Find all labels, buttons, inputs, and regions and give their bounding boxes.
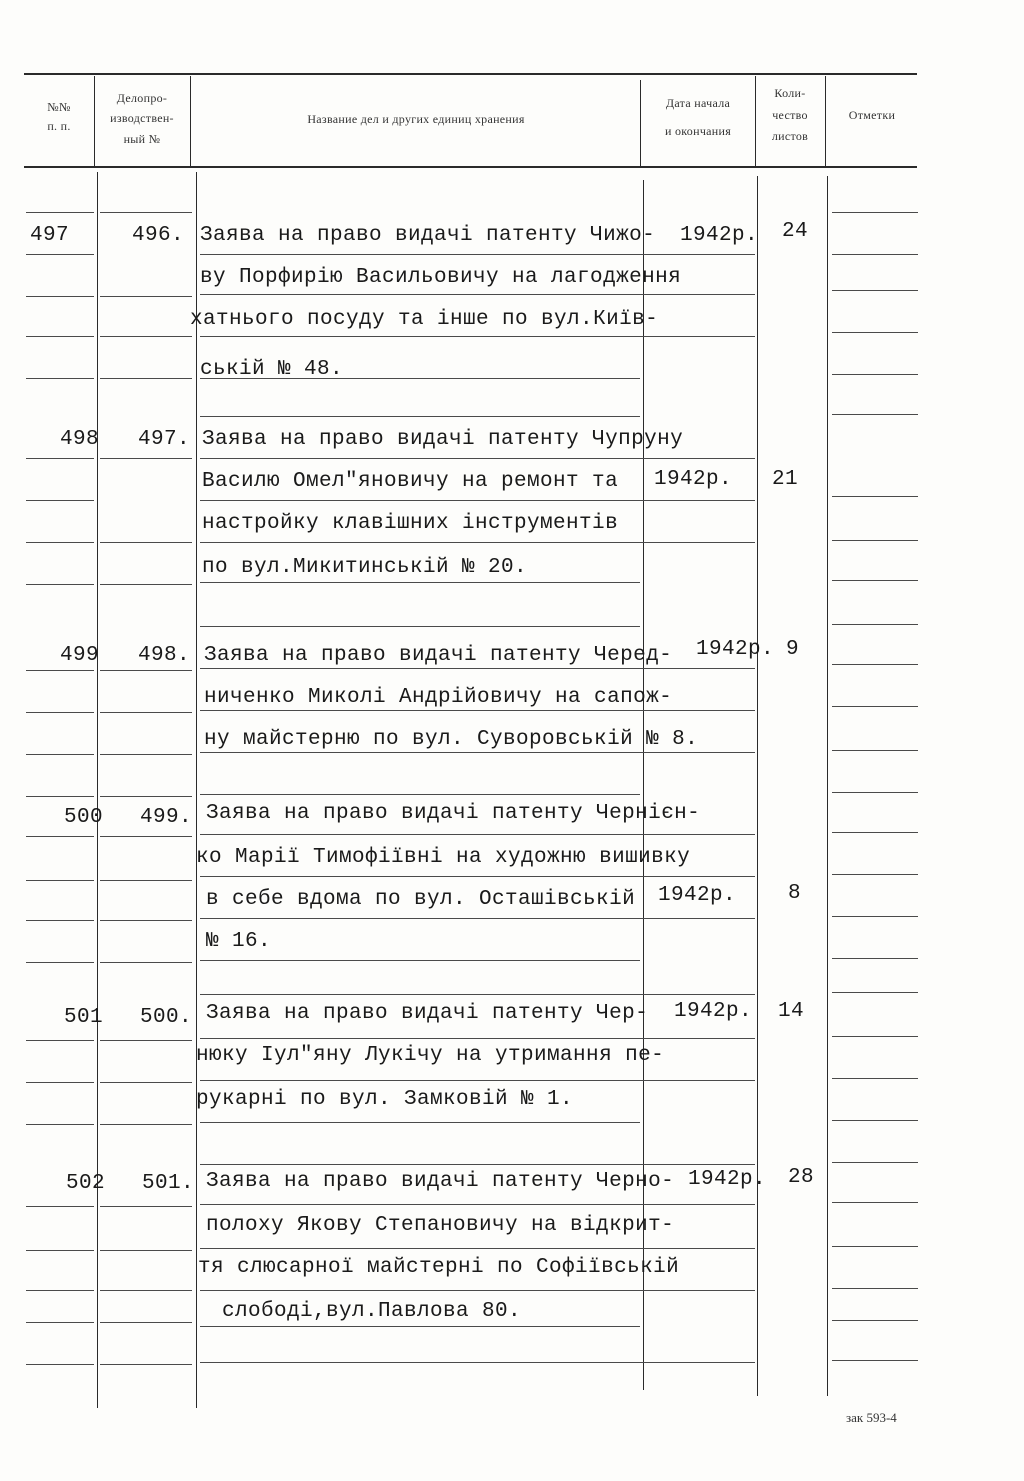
ledger-rule xyxy=(100,670,192,671)
header-number-label-2: п. п. xyxy=(47,119,71,134)
header-notes-label: Отметки xyxy=(848,108,896,122)
record-number: 501 xyxy=(64,1006,104,1029)
ledger-rule xyxy=(832,916,918,917)
record-number: 500 xyxy=(64,806,104,829)
ledger-rule xyxy=(26,880,94,881)
ledger-rule xyxy=(100,754,192,755)
ledger-rule xyxy=(26,296,94,297)
record-title-line: Заява на право видачі патенту Чижо- xyxy=(200,224,656,247)
ledger-rule xyxy=(26,1322,94,1323)
ledger-rule xyxy=(100,796,192,797)
ledger-rule xyxy=(200,500,755,501)
ledger-rule xyxy=(26,796,94,797)
ledger-rule xyxy=(26,1082,94,1083)
ledger-rule xyxy=(200,994,755,995)
ledger-rule xyxy=(100,1364,192,1365)
record-date: 1942р. xyxy=(696,638,775,661)
ledger-rule xyxy=(100,1124,192,1125)
header-notes-column xyxy=(828,106,916,125)
ledger-rule xyxy=(26,920,94,921)
header-number-column xyxy=(28,98,90,136)
ledger-rule xyxy=(200,752,755,753)
ledger-rule xyxy=(100,962,192,963)
record-title-line: ко Марії Тимофіївні на художню вишивку xyxy=(196,846,691,869)
body-divider-3 xyxy=(643,180,644,1390)
record-date: 1942р. xyxy=(658,884,737,907)
ledger-rule xyxy=(100,378,192,379)
ledger-rule xyxy=(832,874,918,875)
ledger-rule xyxy=(832,664,918,665)
ledger-rule xyxy=(200,710,755,711)
ledger-rule xyxy=(832,212,918,213)
ledger-rule xyxy=(832,1120,918,1121)
ledger-rule xyxy=(100,1206,192,1207)
ledger-rule xyxy=(832,624,918,625)
ledger-rule xyxy=(200,1204,755,1205)
header-dates-label-2: и окончания xyxy=(664,123,732,138)
ledger-rule xyxy=(26,836,94,837)
ledger-rule xyxy=(832,706,918,707)
record-title-line: по вул.Микитинській № 20. xyxy=(202,556,528,579)
body-divider-2 xyxy=(196,172,197,1408)
record-title-line: полоху Якову Степановичу на відкрит- xyxy=(206,1214,675,1237)
ledger-rule xyxy=(200,254,755,255)
ledger-rule xyxy=(200,918,755,919)
record-title-line: слободі,вул.Павлова 80. xyxy=(222,1300,522,1323)
record-title-line: хатнього посуду та інше по вул.Київ- xyxy=(190,308,659,331)
record-title-line: Заява на право видачі патенту Чупруну xyxy=(202,428,684,451)
header-sheets-label-1: Коли- xyxy=(774,86,806,100)
ledger-rule xyxy=(100,712,192,713)
ledger-rule xyxy=(26,962,94,963)
ledger-rule xyxy=(832,374,918,375)
record-title-line: ській № 48. xyxy=(200,358,344,381)
ledger-rule xyxy=(100,1250,192,1251)
record-title-line: тя слюсарної майстерні по Софіївській xyxy=(198,1256,680,1279)
ledger-rule xyxy=(26,670,94,671)
record-number: 498 xyxy=(60,428,100,451)
record-office-number: 501. xyxy=(142,1172,195,1195)
ledger-rule xyxy=(26,712,94,713)
record-date: 1942р. xyxy=(654,468,733,491)
ledger-rule xyxy=(832,1360,918,1361)
ledger-rule xyxy=(100,836,192,837)
ledger-rule xyxy=(832,1320,918,1321)
record-title-line: Заява на право видачі патенту Черед- xyxy=(204,644,673,667)
header-office-label-3: ный № xyxy=(123,131,161,146)
ledger-rule xyxy=(26,254,94,255)
ledger-rule xyxy=(200,1326,640,1327)
ledger-rule xyxy=(26,542,94,543)
body-divider-1 xyxy=(97,172,98,1408)
ledger-rule xyxy=(26,212,94,213)
record-sheets: 14 xyxy=(778,1000,805,1023)
header-divider-2 xyxy=(190,76,191,166)
ledger-rule xyxy=(832,958,918,959)
record-office-number: 499. xyxy=(140,806,193,829)
header-sheets-label-2: чество xyxy=(772,107,808,122)
ledger-rule xyxy=(26,500,94,501)
ledger-rule xyxy=(100,212,192,213)
record-title-line: рукарні по вул. Замковій № 1. xyxy=(196,1088,574,1111)
ledger-rule xyxy=(200,416,640,417)
ledger-rule xyxy=(832,332,918,333)
ledger-rule xyxy=(200,1362,755,1363)
record-title-line: ниченко Миколі Андрійовичу на сапож- xyxy=(204,686,673,709)
ledger-rule xyxy=(26,1290,94,1291)
ledger-rule xyxy=(832,290,918,291)
record-date: 1942р. xyxy=(688,1168,767,1191)
header-divider-3 xyxy=(640,80,641,166)
record-title-line: № 16. xyxy=(206,930,272,953)
header-office-label-2: изводствен- xyxy=(110,111,174,126)
record-number: 499 xyxy=(60,644,100,667)
ledger-rule xyxy=(26,336,94,337)
ledger-rule xyxy=(832,1078,918,1079)
ledger-rule xyxy=(200,294,755,295)
record-title-line: настройку клавішних інструментів xyxy=(202,512,619,535)
ledger-rule xyxy=(26,458,94,459)
header-divider-5 xyxy=(825,76,826,166)
ledger-rule xyxy=(100,1322,192,1323)
header-divider-4 xyxy=(755,76,756,166)
header-title-label: Название дел и других единиц хранения xyxy=(307,112,525,126)
ledger-rule xyxy=(200,794,640,795)
record-title-line: нюку Іул"яну Лукічу на утримання пе- xyxy=(196,1044,665,1067)
record-title-line: Заява на право видачі патенту Чер- xyxy=(206,1002,649,1025)
ledger-rule xyxy=(200,1122,640,1123)
header-dates-column xyxy=(644,90,752,145)
ledger-rule xyxy=(200,668,755,669)
record-office-number: 500. xyxy=(140,1006,193,1029)
record-title-line: в себе вдома по вул. Осташівській xyxy=(206,888,636,911)
ledger-rule xyxy=(832,832,918,833)
header-number-label-1: №№ xyxy=(47,100,71,114)
ledger-rule xyxy=(200,458,755,459)
header-dates-label-1: Дата начала xyxy=(665,96,731,110)
record-number: 502 xyxy=(66,1172,106,1195)
ledger-rule xyxy=(200,834,755,835)
ledger-rule xyxy=(832,750,918,751)
ledger-rule xyxy=(100,920,192,921)
ledger-rule xyxy=(200,336,755,337)
ledger-rule xyxy=(26,1364,94,1365)
header-office-label-1: Делопро- xyxy=(116,91,168,105)
ledger-rule xyxy=(100,880,192,881)
ledger-rule xyxy=(100,336,192,337)
ledger-rule xyxy=(832,1202,918,1203)
record-title-line: ву Порфирію Васильовичу на лагодження xyxy=(200,266,682,289)
ledger-rule xyxy=(26,584,94,585)
ledger-rule xyxy=(200,1290,755,1291)
ledger-rule xyxy=(100,1290,192,1291)
ledger-rule xyxy=(832,992,918,993)
ledger-rule xyxy=(100,542,192,543)
ledger-rule xyxy=(26,1250,94,1251)
body-divider-4 xyxy=(757,176,758,1396)
ledger-rule xyxy=(26,1124,94,1125)
ledger-rule xyxy=(832,254,918,255)
record-sheets: 28 xyxy=(788,1166,815,1189)
record-sheets: 21 xyxy=(772,468,799,491)
ledger-rule xyxy=(200,542,755,543)
header-divider-1 xyxy=(94,76,95,166)
ledger-rule xyxy=(200,1248,755,1249)
record-title-line: ну майстерню по вул. Суворовській № 8. xyxy=(204,728,699,751)
ledger-rule xyxy=(100,1040,192,1041)
record-date: 1942р. xyxy=(680,224,759,247)
ledger-rule xyxy=(832,1246,918,1247)
header-sheets-column xyxy=(758,83,822,148)
record-date: 1942р. xyxy=(674,1000,753,1023)
record-title-line: Василю Омел"яновичу на ремонт та xyxy=(202,470,619,493)
ledger-rule xyxy=(200,960,640,961)
ledger-rule xyxy=(832,792,918,793)
record-sheets: 9 xyxy=(786,638,800,661)
ledger-rule xyxy=(26,378,94,379)
ledger-rule xyxy=(100,296,192,297)
ledger-rule xyxy=(100,458,192,459)
record-title-line: Заява на право видачі патенту Черно- xyxy=(206,1170,675,1193)
ledger-rule xyxy=(832,1036,918,1037)
ledger-rule xyxy=(26,1040,94,1041)
ledger-rule xyxy=(832,1162,918,1163)
ledger-rule xyxy=(832,540,918,541)
ledger-rule xyxy=(200,626,640,627)
ledger-rule xyxy=(26,1206,94,1207)
ledger-rule xyxy=(200,1080,755,1081)
record-office-number: 498. xyxy=(138,644,191,667)
ledger-rule xyxy=(200,1164,755,1165)
ledger-rule xyxy=(832,496,918,497)
record-sheets: 8 xyxy=(788,882,802,905)
header-sheets-label-3: листов xyxy=(771,129,809,144)
ledger-rule xyxy=(832,414,918,415)
ledger-rule xyxy=(200,582,640,583)
ledger-rule xyxy=(832,580,918,581)
ledger-rule xyxy=(832,1288,918,1289)
order-mark: зак 593-4 xyxy=(846,1410,897,1425)
record-office-number: 497. xyxy=(138,428,191,451)
ledger-rule xyxy=(200,876,755,877)
header-title-column xyxy=(196,110,636,129)
ledger-rule xyxy=(200,1038,755,1039)
record-sheets: 24 xyxy=(782,220,809,243)
ledger-rule xyxy=(100,584,192,585)
header-top-rule xyxy=(24,73,917,75)
body-divider-5 xyxy=(827,176,828,1396)
ledger-rule xyxy=(26,754,94,755)
header-bottom-rule xyxy=(24,166,917,168)
record-title-line: Заява на право видачі патенту Чернієн- xyxy=(206,802,701,825)
ledger-rule xyxy=(100,1082,192,1083)
header-office-column xyxy=(97,88,187,149)
record-number: 497 xyxy=(30,224,70,247)
record-office-number: 496. xyxy=(132,224,185,247)
